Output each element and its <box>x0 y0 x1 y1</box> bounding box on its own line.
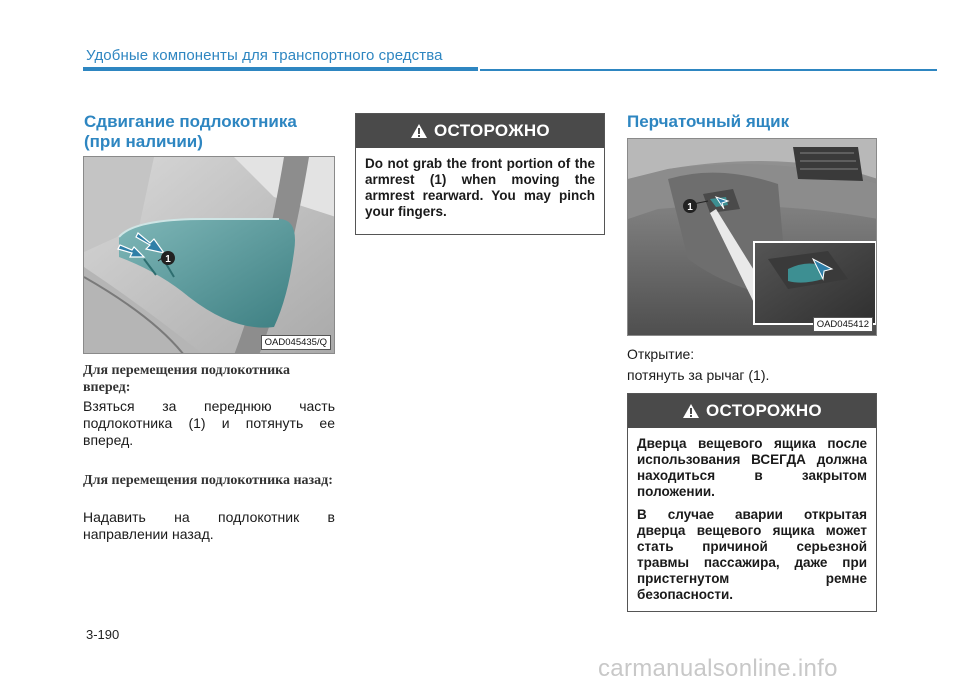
warning-label: ОСТОРОЖНО <box>434 121 550 140</box>
warning-triangle-icon <box>410 123 428 139</box>
glovebox-section-title: Перчаточный ящик <box>627 112 790 131</box>
warning-header <box>628 394 876 428</box>
glovebox-open-label: Открытие: <box>627 346 695 362</box>
glovebox-figure <box>627 138 877 336</box>
warning-text-2: В случае аварии открытая дверца вещевого ящика может стать причиной серьезной травмы пассажира, даже при пристегнутом ремне безопасности. <box>637 507 867 602</box>
armrest-forward-heading: Для перемещения подлокотника вперед: <box>83 363 290 395</box>
armrest-back-text: Надавить на подлокотник в направлении назад. <box>83 509 335 542</box>
armrest-forward-text: Взяться за переднюю часть подлокотника (1) и потянуть ее вперед. <box>83 398 335 448</box>
armrest-title-line1: Сдвигание подлокотника <box>84 112 297 131</box>
header-rule-thin <box>480 69 937 71</box>
warning-header <box>356 114 604 148</box>
callout-number: 1 <box>687 202 693 213</box>
watermark: carmanualsonline.info <box>598 655 838 682</box>
armrest-illustration <box>84 157 335 354</box>
warning-text: Do not grab the front portion of the armrest (1) when moving the armrest rearward. You may pinch your fingers. <box>365 156 595 219</box>
armrest-figure <box>83 156 335 354</box>
page-number: 3-190 <box>86 627 120 642</box>
armrest-title-line2: (при наличии) <box>84 132 203 151</box>
warning-label: ОСТОРОЖНО <box>706 401 822 420</box>
glovebox-open-text: потянуть за рычаг (1). <box>627 367 770 383</box>
warning-triangle-icon <box>682 403 700 419</box>
header-title: Удобные компоненты для транспортного средства <box>86 47 443 64</box>
callout-number: 1 <box>165 254 171 265</box>
armrest-warning-box <box>355 113 605 235</box>
glovebox-illustration <box>628 139 877 336</box>
header-rule-thick <box>83 67 478 71</box>
armrest-figure-code: OAD045435/Q <box>261 335 331 350</box>
warning-body <box>628 428 876 603</box>
armrest-section-title <box>84 112 334 152</box>
glovebox-warning-box <box>627 393 877 612</box>
warning-text-1: Дверца вещевого ящика после использования ВСЕГДА должна находиться в закрытом положении. <box>637 436 867 499</box>
warning-body <box>356 148 604 220</box>
armrest-back-heading: Для перемещения подлокотника назад: <box>83 473 333 488</box>
glovebox-figure-code: OAD045412 <box>813 317 873 332</box>
